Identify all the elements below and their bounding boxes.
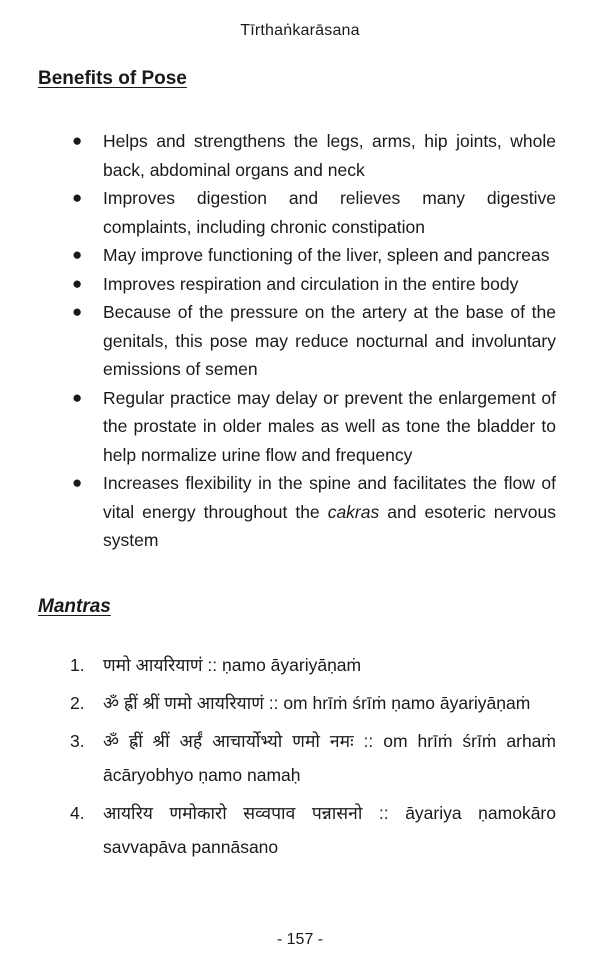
bullet-icon: ● — [72, 245, 83, 264]
benefits-heading: Benefits of Pose — [38, 68, 187, 89]
running-title: Tīrthaṅkarāsana — [240, 22, 360, 39]
italic-term: cakras — [327, 501, 380, 522]
mantra-item — [0, 796, 600, 864]
bullet-icon: ● — [72, 473, 83, 492]
mantra-number: 4. — [70, 803, 85, 823]
bullet-icon: ● — [72, 387, 83, 407]
mantras-list — [0, 648, 600, 868]
bullet-icon: ● — [72, 131, 83, 150]
mantra-number: 3. — [70, 731, 85, 751]
mantra-item — [0, 686, 600, 720]
list-item: ● Increases flexibility in the spine and facilitates the flow of vital energy throughout the cakras and esoteric nervous system — [0, 469, 600, 555]
list-item: ● Improves digestion and relieves many digestive complaints, including chronic constipation — [0, 184, 600, 241]
mantra-text: आयरिय णमोकारो सव्वपाव पन्नासनो :: āyariya ṇamokāro savvapāva pannāsano — [103, 803, 556, 857]
list-item: ● Because of the pressure on the artery at the base of the genitals, this pose may reduce nocturnal and involuntary emissions of semen — [0, 298, 600, 384]
list-item: ● May improve functioning of the liver, spleen and pancreas — [0, 241, 600, 270]
bullet-icon: ● — [72, 302, 83, 321]
benefits-list — [0, 127, 600, 555]
mantra-text: ॐ ह्रीं श्रीं णमो आयरियाणं :: om hrīṁ śrīṁ ṇamo āyariyāṇaṁ — [103, 693, 531, 713]
mantra-number: 1. — [70, 655, 85, 675]
page-number: - 157 - — [276, 931, 324, 948]
list-item: ● Regular practice may delay or prevent the enlargement of the prostate in older males as well as tone the bladder to help normalize urine flow and frequency — [0, 384, 600, 470]
mantra-item — [0, 724, 600, 792]
bullet-icon: ● — [72, 273, 83, 293]
mantra-item — [0, 648, 600, 682]
mantra-text: णमो आयरियाणं :: ṇamo āyariyāṇaṁ — [103, 655, 362, 675]
list-item: ● Helps and strengthens the legs, arms, hip joints, whole back, abdominal organs and neck — [0, 127, 600, 184]
bullet-icon: ● — [72, 188, 83, 207]
mantras-heading: Mantras — [38, 596, 111, 617]
mantra-text: ॐ ह्रीं श्रीं अर्हं आचार्योभ्यो णमो नमः :: om hrīṁ śrīṁ arhaṁ ācāryobhyo ṇamo namaḥ — [103, 731, 556, 785]
list-item: ● Improves respiration and circulation in the entire body — [0, 270, 600, 299]
mantra-number: 2. — [70, 693, 85, 713]
